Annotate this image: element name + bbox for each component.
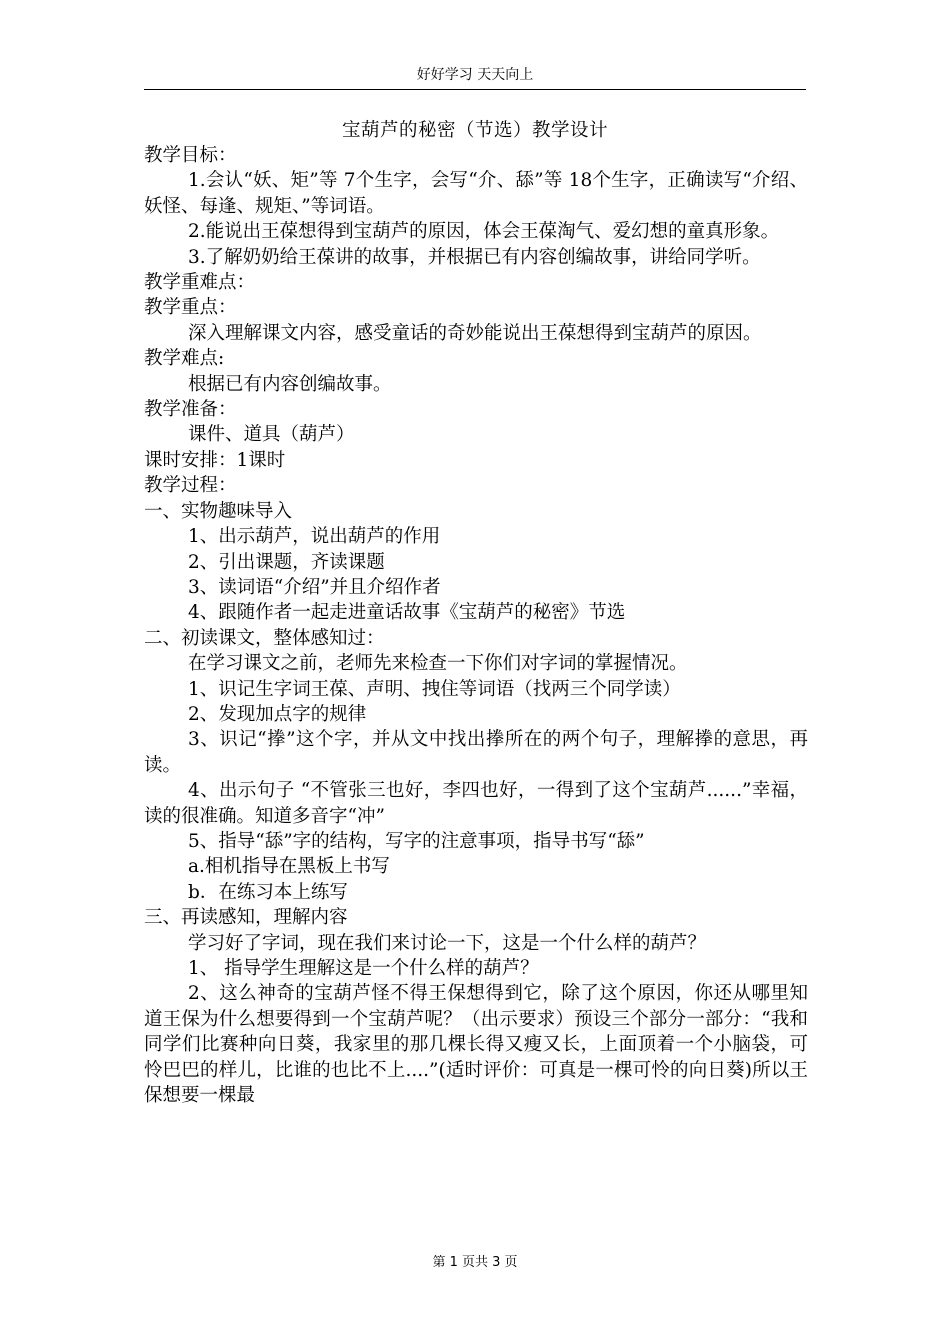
- paragraph: 二、初读课文，整体感知过：: [144, 627, 385, 649]
- paragraph: 教学重点：: [144, 297, 237, 319]
- page-header: 好好学习 天天向上: [416, 67, 534, 83]
- paragraph: 3、识记“搼”这个字，并从文中找出搼所在的两个句子，理解搼的意思，再读。: [144, 729, 808, 776]
- paragraph: 学习好了字词，现在我们来讨论一下，这是一个什么样的葫芦？: [188, 932, 707, 954]
- paragraph: 1、出示葫芦，说出葫芦的作用: [188, 526, 441, 548]
- paragraph: 3.了解奶奶给王葆讲的故事，并根据已有内容创编故事，讲给同学听。: [188, 246, 761, 268]
- paragraph: 一、实物趣味导入: [144, 500, 293, 522]
- paragraph: 1、 指导学生理解这是一个什么样的葫芦？: [188, 958, 539, 979]
- paragraph: 三、再读感知，理解内容: [144, 907, 348, 929]
- paragraph: 根据已有内容创编故事。: [188, 373, 392, 395]
- paragraph: 教学准备：: [144, 399, 237, 421]
- document-body: [144, 143, 808, 1108]
- paragraph: 1.会认“妖、矩”等 7个生字，会写“介、舔”等 18个生字，正确读写“介绍、妖怪、每逢、规矩、”等词语。: [144, 170, 808, 217]
- paragraph: 2.能说出王葆想得到宝葫芦的原因，体会王葆淘气、爱幻想的童真形象。: [188, 221, 780, 243]
- paragraph: 教学重难点：: [144, 272, 256, 294]
- paragraph: 4、出示句子 “不管张三也好，李四也好，一得到了这个宝葫芦......”幸福，读的很准确。知道多音字“冲”: [144, 780, 808, 827]
- paragraph: 教学难点:: [144, 348, 225, 370]
- paragraph: a.相机指导在黑板上书写: [188, 856, 390, 878]
- paragraph: 1、识记生字词王葆、声明、拽住等词语（找两三个同学读）: [188, 678, 681, 700]
- paragraph: 4、跟随作者一起走进童话故事《宝葫芦的秘密》节选: [188, 602, 626, 624]
- header-rule: [144, 89, 806, 90]
- paragraph: 教学过程：: [144, 475, 237, 497]
- paragraph: 深入理解课文内容，感受童话的奇妙能说出王葆想得到宝葫芦的原因。: [188, 322, 762, 344]
- paragraph: 课件、道具（葫芦）: [188, 424, 355, 446]
- paragraph: 2、引出课题，齐读课题: [188, 551, 385, 573]
- paragraph: 2、发现加点字的规律: [188, 703, 367, 725]
- paragraph: 3、读词语“介绍”并且介绍作者: [188, 576, 441, 598]
- page-footer: 第 1 页共 3 页: [432, 1255, 518, 1270]
- paragraph: 课时安排：1课时: [144, 449, 286, 471]
- paragraph: 在学习课文之前，老师先来检查一下你们对字词的掌握情况。: [188, 653, 688, 675]
- paragraph: 5、指导“舔”字的结构，写字的注意事项，指导书写“舔”: [188, 830, 645, 852]
- paragraph: 2、这么神奇的宝葫芦怪不得王保想得到它，除了这个原因，你还从哪里知道王保为什么想要得到一个宝葫芦呢？（出示要求）预设三个部分一部分：“我和同学们比赛种向日葵，我家里的那几棵长得又瘦又长，上面顶着一个小脑袋，可怜巴巴的样儿，比谁的也比不上....”(适时评价：可真是一棵可怜的向日葵)所以王保想要一棵最: [144, 983, 808, 1107]
- document-title: 宝葫芦的秘密（节选）教学设计: [341, 120, 608, 141]
- paragraph: 教学目标：: [144, 145, 237, 166]
- paragraph: b．在练习本上练写: [188, 881, 348, 903]
